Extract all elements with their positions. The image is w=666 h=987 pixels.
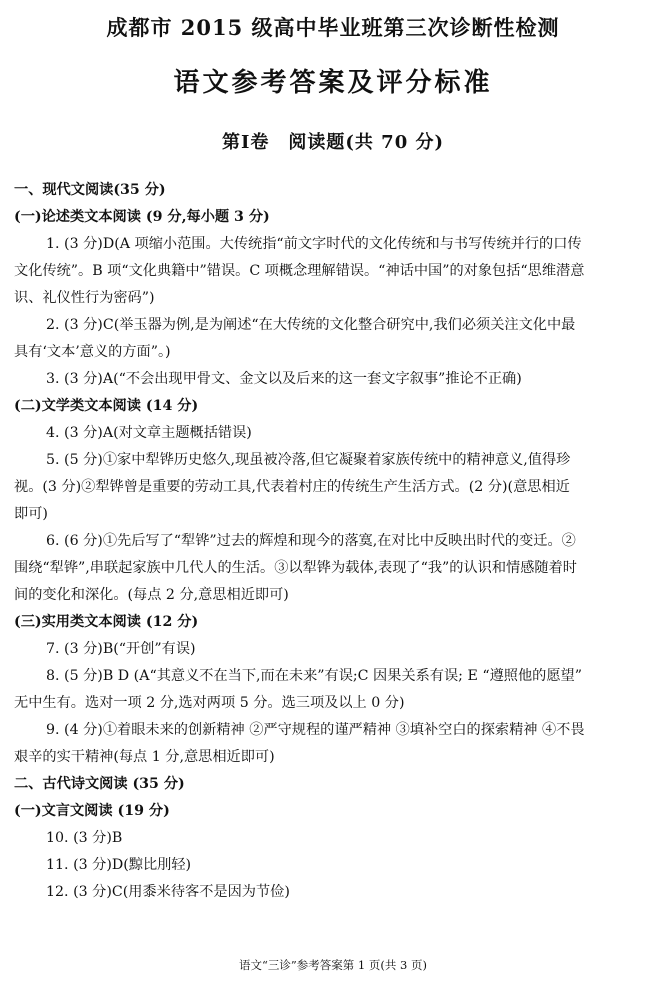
- answer-q11: 11. (3 分)D(黥比刖轻): [46, 857, 192, 873]
- answer-q2-line2: 具有‘文本’意义的方面”。): [14, 344, 171, 360]
- answer-q1-line2: 文化传统”。B 项“文化典籍中”错误。C 项概念理解错误。“神话中国”的对象包括“思维潜意: [14, 263, 585, 279]
- subsection-heading-argument-reading: (一)论述类文本阅读 (9 分,每小题 3 分): [14, 209, 270, 225]
- answer-q6-line1: 6. (6 分)①先后写了“犁铧”过去的辉煌和现今的落寞,在对比中反映出时代的变迁。②: [46, 533, 576, 549]
- answer-q12: 12. (3 分)C(用黍米待客不是因为节俭): [46, 884, 290, 900]
- answer-q2-line1: 2. (3 分)C(举玉器为例,是为阐述“在大传统的文化整合研究中,我们必须关注文化中最: [46, 317, 576, 333]
- answer-q9-line2: 艰辛的实干精神(每点 1 分,意思相近即可): [14, 749, 275, 765]
- subsection-heading-classical-prose: (一)文言文阅读 (19 分): [14, 803, 170, 819]
- answer-q3: 3. (3 分)A(“不会出现甲骨文、金文以及后来的这一套文字叙事”推论不正确): [46, 371, 522, 387]
- answer-q6-line2: 围绕“犁铧”,串联起家族中几代人的生活。③以犁铧为载体,表现了“我”的认识和情感随着时: [14, 560, 577, 576]
- subsection-heading-practical-reading: (三)实用类文本阅读 (12 分): [14, 614, 199, 630]
- section-heading: 第Ⅰ卷 阅读题(共 70 分): [221, 132, 445, 153]
- answer-q8-line1: 8. (5 分)B D (A“其意义不在当下,而在未来”有误;C 因果关系有误; E “遵照他的愿望”: [46, 668, 582, 684]
- part-heading-classical-reading: 二、古代诗文阅读 (35 分): [14, 776, 185, 792]
- answer-q7: 7. (3 分)B(“开创”有误): [46, 641, 196, 657]
- part-heading-modern-reading: 一、现代文阅读(35 分): [14, 182, 166, 198]
- answer-q1-line3: 识、礼仪性行为密码”): [14, 290, 155, 306]
- answer-body: [14, 177, 654, 906]
- answer-q10: 10. (3 分)B: [46, 830, 123, 846]
- answer-q5-line1: 5. (5 分)①家中犁铧历史悠久,现虽被冷落,但它凝聚着家族传统中的精神意义,值得珍: [46, 452, 571, 468]
- answer-q4: 4. (3 分)A(对文章主题概括错误): [46, 425, 252, 441]
- answer-q5-line2: 视。(3 分)②犁铧曾是重要的劳动工具,代表着村庄的传统生产生活方式。(2 分)(意思相近: [14, 479, 570, 495]
- page-footer: 语文“三诊”参考答案第 1 页(共 3 页): [239, 958, 427, 972]
- answer-q8-line2: 无中生有。选对一项 2 分,选对两项 5 分。选三项及以上 0 分): [14, 695, 405, 711]
- answer-q6-line3: 间的变化和深化。(每点 2 分,意思相近即可): [14, 587, 289, 603]
- answer-q5-line3: 即可): [14, 506, 48, 522]
- subsection-heading-literary-reading: (二)文学类文本阅读 (14 分): [14, 398, 199, 414]
- answer-key-title: 语文参考答案及评分标准: [173, 68, 493, 98]
- exam-title: 成都市 2015 级高中毕业班第三次诊断性检测: [106, 15, 560, 40]
- answer-q1-line1: 1. (3 分)D(A 项缩小范围。大传统指“前文字时代的文化传统和与书写传统并行的口传: [46, 236, 582, 252]
- answer-q9-line1: 9. (4 分)①着眼未来的创新精神 ②严守规程的谨严精神 ③填补空白的探索精神 ④不畏: [46, 722, 585, 738]
